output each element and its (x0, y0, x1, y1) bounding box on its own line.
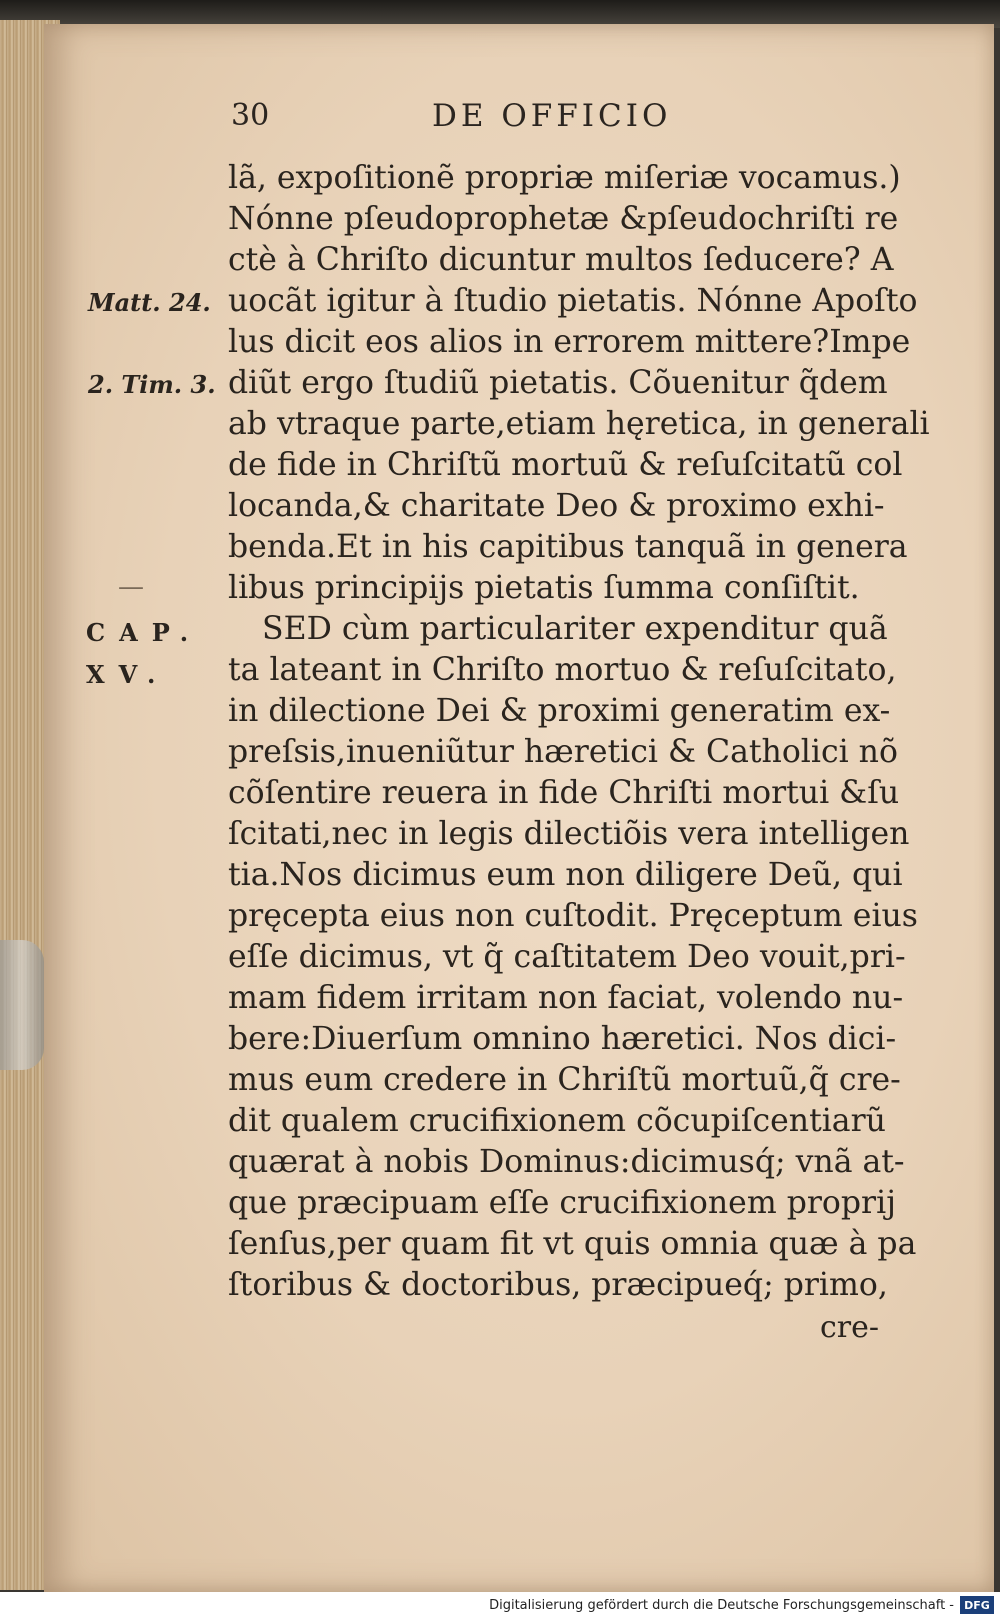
text-line: ctè à Chriſto dicuntur multos ſeducere? A (228, 242, 894, 278)
running-title: DE OFFICIO (432, 98, 672, 134)
text-line: bere:Diuerſum omnino hæretici. Nos dici- (228, 1021, 897, 1057)
text-line: mam fidem irritam non faciat, volendo nu- (228, 980, 904, 1016)
footer-credit: Digitalisierung gefördert durch die Deutsche Forschungsgemeinschaft - (489, 1598, 954, 1613)
book-clip (0, 940, 44, 1070)
text-line: in dilectione Dei & proximi generatim ex- (228, 693, 891, 729)
text-line: ab vtraque parte,etiam hęretica, in generali (228, 406, 930, 442)
text-line: lã, expoſitionẽ propriæ miſeriæ vocamus.) (228, 160, 901, 196)
text-line: eſſe dicimus, vt q̃ caſtitatem Deo vouit,pri- (228, 939, 906, 975)
text-line: pręcepta eius non cuſtodit. Pręceptum eius (228, 898, 918, 934)
text-line: mus eum credere in Chriſtũ mortuũ,q̃ cre- (228, 1062, 901, 1098)
text-line: de fide in Chriſtũ mortuũ & reſuſcitatũ col (228, 447, 903, 483)
margin-reference-matthew: Matt. 24. (88, 288, 211, 317)
text-line: dit qualem crucifixionem cõcupiſcentiarũ (228, 1103, 886, 1139)
text-line: que præcipuam eſſe crucifixionem proprij (228, 1185, 896, 1221)
margin-dash: — (118, 572, 144, 602)
text-line: ſtoribus & doctoribus, præcipueq́; primo, (228, 1267, 888, 1303)
text-line: ta lateant in Chriſto mortuo & reſuſcitato, (228, 652, 897, 688)
chapter-label: CAP. (86, 618, 203, 647)
page-number: 30 (231, 98, 270, 133)
text-line: ſenſus,per quam fit vt quis omnia quæ à pa (228, 1226, 917, 1262)
chapter-number: XV. (86, 660, 170, 689)
text-line: Nónne pſeudoprophetæ &pſeudochriſti re (228, 201, 899, 237)
dfg-logo-icon: DFG (960, 1596, 994, 1614)
text-line: SED cùm particulariter expenditur quã (262, 611, 888, 647)
text-line: lus dicit eos alios in errorem mittere?Impe (228, 324, 911, 360)
text-line: diũt ergo ſtudiũ pietatis. Cõuenitur q̃dem (228, 365, 888, 401)
text-line: uocãt igitur à ſtudio pietatis. Nónne Apoſto (228, 283, 918, 319)
text-line: locanda,& charitate Deo & proximo exhi- (228, 488, 885, 524)
text-line: tia.Nos dicimus eum non diligere Deũ, qui (228, 857, 903, 893)
catchword: cre- (820, 1310, 880, 1345)
margin-reference-timothy: 2. Tim. 3. (88, 370, 216, 399)
text-line: ſcitati,nec in legis dilectiõis vera intelligen (228, 816, 910, 852)
text-line: libus principijs pietatis ſumma conſiſtit. (228, 570, 860, 606)
text-line: quærat à nobis Dominus:dicimusq́; vnã at- (228, 1144, 905, 1180)
text-line: benda.Et in his capitibus tanquã in genera (228, 529, 908, 565)
text-line: preſsis,inueniũtur hæretici & Catholici nõ (228, 734, 898, 770)
text-line: cõſentire reuera in fide Chriſti mortui &ſu (228, 775, 900, 811)
